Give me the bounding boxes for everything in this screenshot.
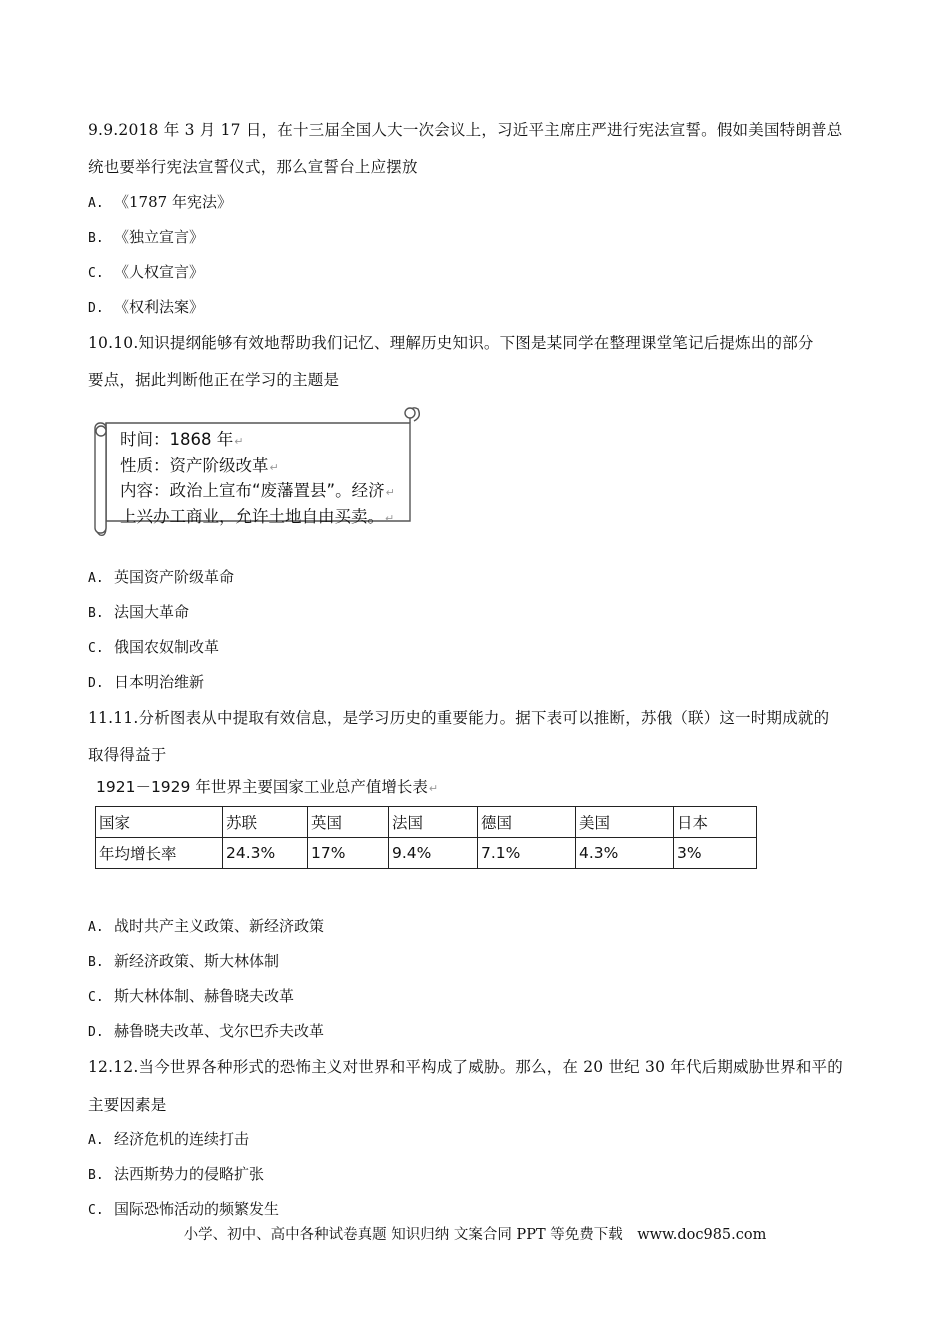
table-cell: 17% — [308, 838, 389, 869]
table-cell: 24.3% — [223, 838, 308, 869]
table-row — [96, 838, 757, 869]
q9-stem-line2: 统也要举行宪法宣誓仪式，那么宣誓台上应摆放 — [88, 158, 418, 176]
q11-option-b — [88, 950, 279, 971]
growth-table — [95, 806, 757, 869]
q12-option-a — [88, 1128, 249, 1149]
table-cell: 4.3% — [576, 838, 674, 869]
table-cell: 国家 — [96, 807, 223, 838]
option-text: 英国资产阶级革命 — [114, 568, 235, 586]
q10-option-c — [88, 636, 219, 657]
option-text: 战时共产主义政策、新经济政策 — [114, 917, 325, 935]
q10-option-d — [88, 671, 204, 692]
table-cell: 年均增长率 — [96, 838, 223, 869]
option-label: C. — [88, 990, 104, 1005]
option-label: A. — [88, 920, 104, 935]
q9-option-a — [88, 191, 232, 212]
table-cell: 7.1% — [478, 838, 576, 869]
q11-stem-line1: 11.11.分析图表从中提取有效信息，是学习历史的重要能力。据下表可以推断，苏俄（联）这一时期成就的 — [88, 709, 830, 727]
table-title: 1921－1929 年世界主要国家工业总产值增长表↵ — [96, 778, 439, 796]
option-text: 《权利法案》 — [114, 298, 205, 316]
table-cell: 苏联 — [223, 807, 308, 838]
option-label: B. — [88, 606, 104, 621]
option-text: 法西斯势力的侵略扩张 — [114, 1165, 265, 1183]
table-cell: 德国 — [478, 807, 576, 838]
q10-stem-line1: 10.10.知识提纲能够有效地帮助我们记忆、理解历史知识。下图是某同学在整理课堂笔记后提炼出的部分 — [88, 334, 814, 352]
table-header-row — [96, 807, 757, 838]
option-text: 《1787 年宪法》 — [114, 193, 232, 211]
option-text: 赫鲁晓夫改革、戈尔巴乔夫改革 — [114, 1022, 325, 1040]
table-cell: 美国 — [576, 807, 674, 838]
option-text: 国际恐怖活动的频繁发生 — [114, 1200, 280, 1218]
q10-stem-line2: 要点，据此判断他正在学习的主题是 — [88, 371, 340, 389]
option-text: 《人权宣言》 — [114, 263, 205, 281]
option-label: A. — [88, 196, 104, 211]
q9-stem-line1: 9.9.2018 年 3 月 17 日，在十三届全国人大一次会议上，习近平主席庄严进行宪法宣誓。假如美国特朗普总 — [88, 121, 843, 139]
option-label: C. — [88, 1203, 104, 1218]
option-label: A. — [88, 1133, 104, 1148]
option-label: C. — [88, 266, 104, 281]
option-text: 斯大林体制、赫鲁晓夫改革 — [114, 987, 295, 1005]
scroll-line-nature: 性质：资产阶级改革↵ — [120, 455, 279, 475]
q10-option-a — [88, 566, 234, 587]
scroll-text — [120, 428, 395, 530]
table-cell: 日本 — [674, 807, 757, 838]
q12-option-c — [88, 1198, 279, 1219]
option-label: D. — [88, 301, 104, 316]
scroll-line-content: 内容：政治上宣布“废藩置县”。经济↵ — [120, 481, 395, 500]
table-cell: 法国 — [389, 807, 478, 838]
scroll-line-time: 时间：1868 年↵ — [120, 430, 244, 449]
q11-option-d — [88, 1020, 324, 1041]
q11-stem-line2: 取得得益于 — [88, 746, 167, 764]
option-text: 法国大革命 — [114, 603, 190, 621]
option-label: B. — [88, 1168, 104, 1183]
table-cell: 英国 — [308, 807, 389, 838]
scroll-line-content-cont: 上兴办工商业，允许土地自由买卖。↵ — [120, 506, 395, 526]
option-text: 日本明治维新 — [114, 673, 205, 691]
q12-option-b — [88, 1163, 264, 1184]
option-label: D. — [88, 1025, 104, 1040]
option-label: A. — [88, 571, 104, 586]
q9-option-d — [88, 296, 204, 317]
q11-option-a — [88, 915, 324, 936]
option-label: C. — [88, 641, 104, 656]
option-text: 俄国农奴制改革 — [114, 638, 220, 656]
table-cell: 3% — [674, 838, 757, 869]
q12-stem-line1: 12.12.当今世界各种形式的恐怖主义对世界和平构成了威胁。那么，在 20 世纪 30 年代后期威胁世界和平的 — [88, 1058, 843, 1076]
q10-option-b — [88, 601, 189, 622]
option-text: 《独立宣言》 — [114, 228, 205, 246]
option-label: B. — [88, 955, 104, 970]
option-label: B. — [88, 231, 104, 246]
q9-option-c — [88, 261, 204, 282]
page-footer: 小学、初中、高中各种试卷真题 知识归纳 文案合同 PPT 等免费下载 www.doc985.com — [183, 1227, 767, 1243]
option-label: D. — [88, 676, 104, 691]
q11-option-c — [88, 985, 294, 1006]
table-cell: 9.4% — [389, 838, 478, 869]
q9-option-b — [88, 226, 204, 247]
option-text: 经济危机的连续打击 — [114, 1130, 250, 1148]
option-text: 新经济政策、斯大林体制 — [114, 952, 280, 970]
q12-stem-line2: 主要因素是 — [88, 1096, 167, 1114]
